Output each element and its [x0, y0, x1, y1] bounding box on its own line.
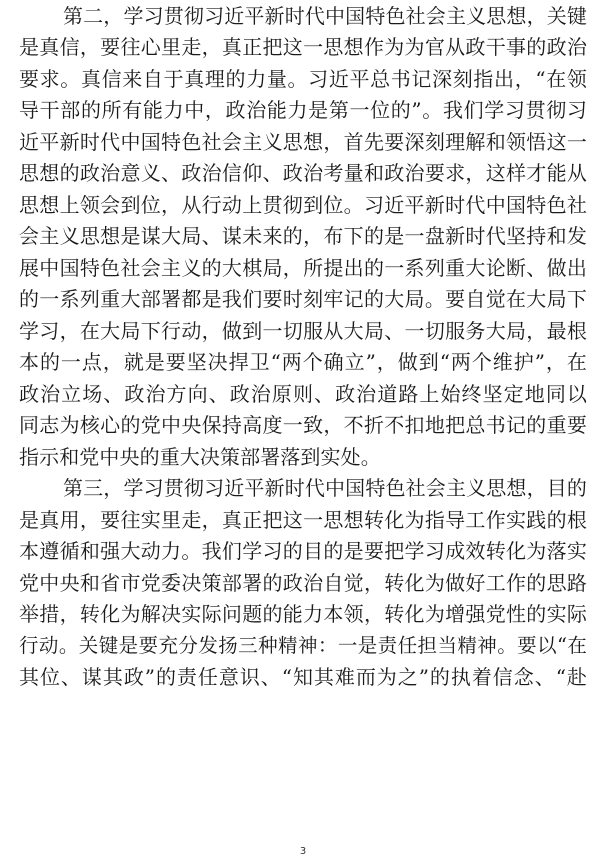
- text-line: 第二，学习贯彻习近平新时代中国特色社会主义思想，关键: [63, 4, 587, 28]
- text-line: 导干部的所有能力中，政治能力是第一位的”。我们学习贯彻习: [19, 98, 587, 122]
- text-line: 是真信，要往心里走，真正把这一思想作为为官从政干事的政治: [19, 35, 587, 59]
- text-line: 指示和党中央的重大决策部署落到实处。: [19, 445, 381, 469]
- text-line: 学习，在大局下行动，做到一切服从大局、一切服务大局，最根: [19, 319, 587, 343]
- text-line: 行动。关键是要充分发扬三种精神：一是责任担当精神。要以“在: [19, 634, 587, 657]
- text-line: 要求。真信来自于真理的力量。习近平总书记深刻指出，“在领: [19, 67, 587, 91]
- text-line: 举措，转化为解决实际问题的能力本领，转化为增强党性的实际: [19, 602, 587, 626]
- text-line: 同志为核心的党中央保持高度一致，不折不扣地把总书记的重要: [19, 413, 587, 437]
- text-line: 第三，学习贯彻习近平新时代中国特色社会主义思想，目的: [63, 476, 587, 500]
- text-line: 的一系列重大部署都是我们要时刻牢记的大局。要自觉在大局下: [19, 287, 587, 311]
- text-line: 其位、谋其政”的责任意识、“知其难而为之”的执着信念、“赴: [19, 665, 587, 689]
- text-line: 是真用，要往实里走，真正把这一思想转化为指导工作实践的根: [19, 508, 587, 532]
- text-line: 展中国特色社会主义的大棋局，所提出的一系列重大论断、做出: [19, 256, 587, 280]
- text-line: 思想上领会到位，从行动上贯彻到位。习近平新时代中国特色社: [19, 193, 587, 217]
- text-line: 本的一点，就是要坚决捍卫“两个确立”，做到“两个维护”，在: [19, 350, 587, 374]
- page-number: 3: [299, 846, 307, 857]
- text-line: 会主义思想是谋大局、谋未来的，布下的是一盘新时代坚持和发: [19, 224, 587, 248]
- text-line: 本遵循和强大动力。我们学习的目的是要把学习成效转化为落实: [19, 539, 587, 563]
- text-line: 政治立场、政治方向、政治原则、政治道路上始终坚定地同以: [19, 382, 587, 406]
- text-line: 近平新时代中国特色社会主义思想，首先要深刻理解和领悟这一: [19, 130, 587, 154]
- text-line: 思想的政治意义、政治信仰、政治考量和政治要求，这样才能从: [19, 161, 587, 185]
- text-line: 党中央和省市党委决策部署的政治自觉，转化为做好工作的思路: [19, 571, 587, 595]
